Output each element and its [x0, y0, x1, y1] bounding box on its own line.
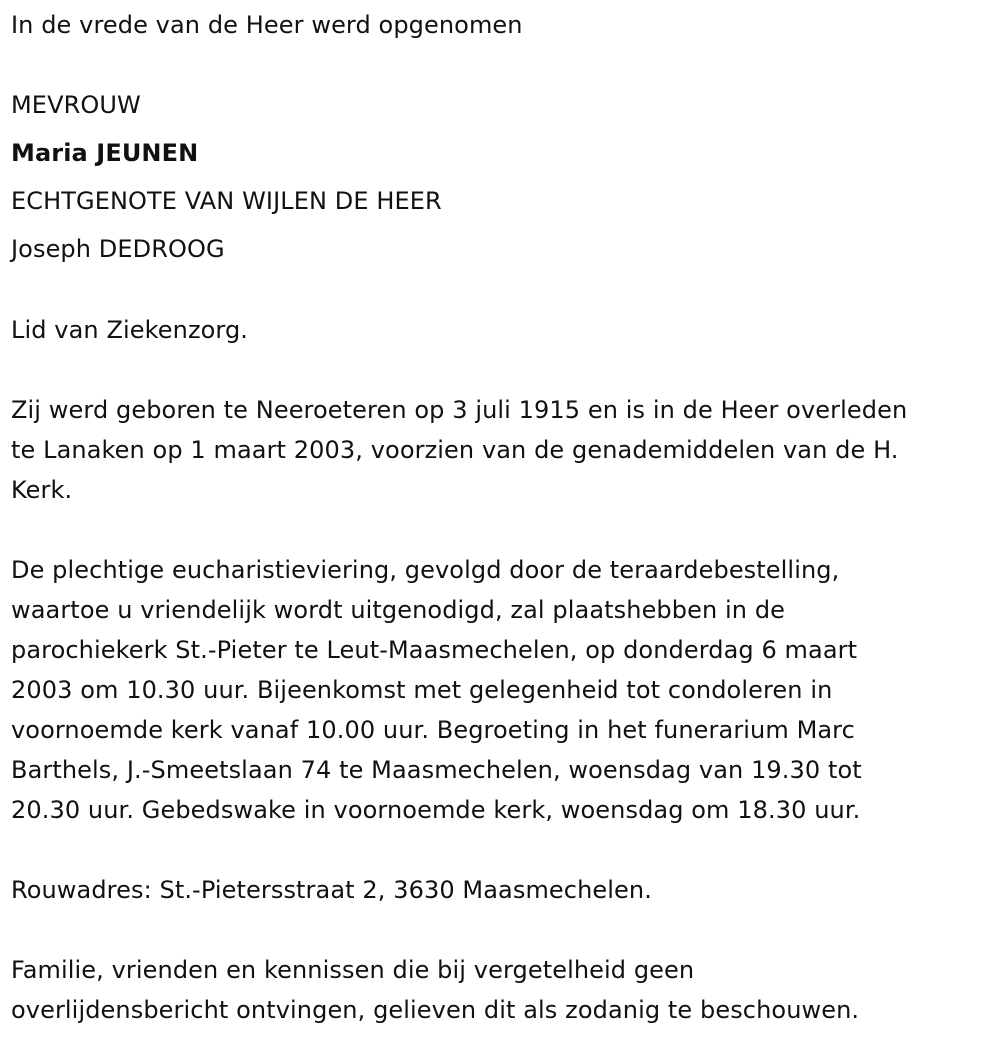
paragraph-line: 2003 om 10.30 uur. Bijeenkomst met gelegenheid tot condoleren in	[11, 676, 833, 704]
paragraph-line: overlijdensbericht ontvingen, gelieven dit als zodanig te beschouwen.	[11, 996, 860, 1024]
paragraph-line: Kerk.	[11, 476, 73, 504]
paragraph-line: Familie, vrienden en kennissen die bij vergetelheid geen	[11, 956, 695, 984]
mourning-address: Rouwadres: St.-Pietersstraat 2, 3630 Maasmechelen.	[11, 876, 652, 904]
title-prefix: MEVROUW	[11, 91, 141, 119]
deceased-name: Maria JEUNEN	[11, 139, 199, 167]
paragraph-line: De plechtige eucharistieviering, gevolgd door de teraardebestelling,	[11, 556, 840, 584]
spouse-label: ECHTGENOTE VAN WIJLEN DE HEER	[11, 187, 442, 215]
spouse-name: Joseph DEDROOG	[11, 235, 225, 263]
closing-paragraph	[11, 950, 996, 1030]
paragraph-line: te Lanaken op 1 maart 2003, voorzien van de genademiddelen van de H.	[11, 436, 899, 464]
ceremony-paragraph	[11, 550, 996, 830]
paragraph-line: waartoe u vriendelijk wordt uitgenodigd, zal plaatshebben in de	[11, 596, 786, 624]
paragraph-line: 20.30 uur. Gebedswake in voornoemde kerk, woensdag om 18.30 uur.	[11, 796, 861, 824]
paragraph-line: Zij werd geboren te Neeroeteren op 3 juli 1915 en is in de Heer overleden	[11, 396, 908, 424]
intro-text: In de vrede van de Heer werd opgenomen	[11, 11, 523, 39]
birth-death-paragraph	[11, 390, 996, 510]
membership-text: Lid van Ziekenzorg.	[11, 316, 249, 344]
paragraph-line: parochiekerk St.-Pieter te Leut-Maasmechelen, op donderdag 6 maart	[11, 636, 858, 664]
paragraph-line: voornoemde kerk vanaf 10.00 uur. Begroeting in het funerarium Marc	[11, 716, 855, 744]
paragraph-line: Barthels, J.-Smeetslaan 74 te Maasmechelen, woensdag van 19.30 tot	[11, 756, 862, 784]
